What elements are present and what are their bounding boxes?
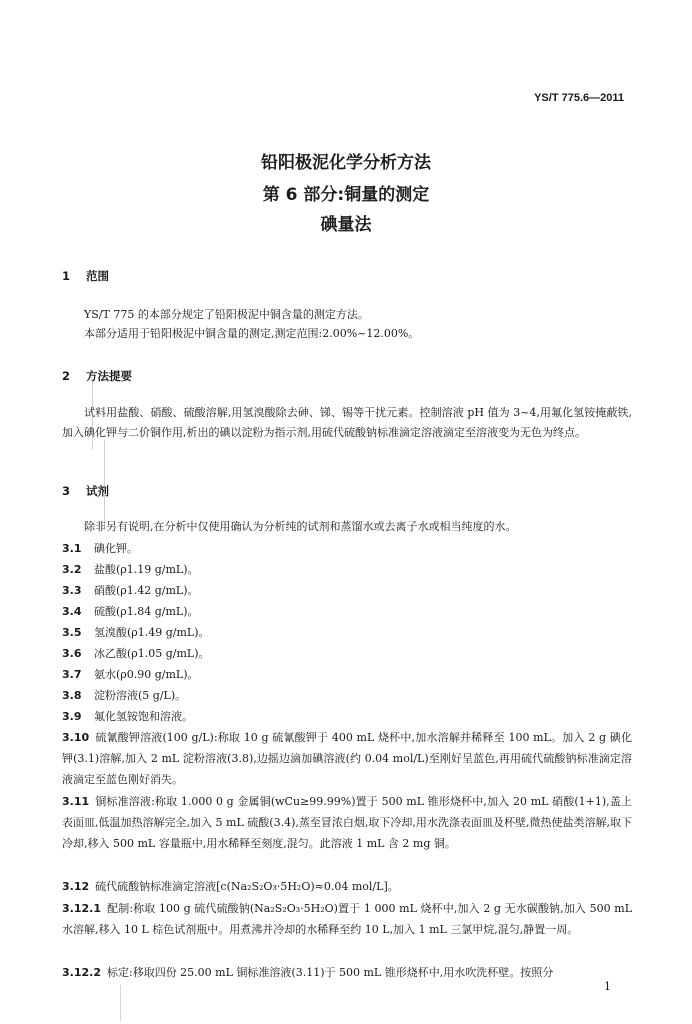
item-text: 冰乙酸(ρ1.05 g/mL)。 — [94, 647, 210, 660]
item-number: 3.11 — [62, 795, 90, 808]
section-3-paragraph: 除非另有说明,在分析中仅使用确认为分析纯的试剂和蒸馏水或去离子水或相当纯度的水。 — [84, 520, 517, 533]
item-text: 氢溴酸(ρ1.49 g/mL)。 — [94, 626, 210, 639]
section-1-paragraph-2: 本部分适用于铅阳极泥中铜含量的测定,测定范围:2.00%~12.00%。 — [84, 327, 420, 340]
item-text: 标定:移取四份 25.00 mL 铜标准溶液(3.11)于 500 mL 锥形烧杯中,用水吹洗杯壁。按照分 — [106, 966, 554, 979]
reagent-item-3-12-1 — [62, 898, 632, 940]
item-number: 3.9 — [62, 710, 82, 723]
reagent-item — [62, 603, 199, 619]
section-title: 方法提要 — [86, 369, 132, 383]
reagent-item — [62, 582, 199, 598]
reagent-item — [62, 645, 210, 661]
section-2-paragraph: 试料用盐酸、硝酸、硫酸溶解,用氢溴酸除去砷、锑、锡等干扰元素。控制溶液 pH 值为 3~4,用氟化氢铵掩蔽铁,加入碘化钾与二价铜作用,析出的碘以淀粉为指示剂,用硫代硫酸钠标准滴定溶液滴定至溶液变为无色为终点。 — [62, 406, 632, 439]
item-text: 淀粉溶液(5 g/L)。 — [94, 689, 187, 702]
section-1-heading — [62, 268, 109, 284]
item-number: 3.12 — [62, 880, 90, 893]
item-number: 3.5 — [62, 626, 82, 639]
reagent-item — [62, 687, 186, 703]
reagent-item — [62, 561, 199, 577]
item-number: 3.4 — [62, 605, 82, 618]
section-number: 2 — [62, 369, 71, 383]
reagent-item-3-12 — [62, 876, 632, 897]
item-text: 铜标准溶液:称取 1.000 0 g 金属铜(wCu≥99.99%)置于 500 mL 锥形烧杯中,加入 20 mL 硝酸(1+1),盖上表面皿,低温加热溶解完全,加入 5 mL 硫酸(3.4),蒸至冒浓白烟,取下冷却,用水洗涤表面皿及杯壁,微热使盐类溶解,取下冷却,移入 500 mL 容量瓶中,用水稀释至刻度,混匀。此溶液 1 mL 含 2 mg 铜。 — [62, 795, 632, 850]
item-text: 硫氰酸钾溶液(100 g/L):称取 10 g 硫氰酸钾于 400 mL 烧杯中,加水溶解并稀释至 100 mL。加入 2 g 碘化钾(3.1)溶解,加入 2 mL 淀粉溶液(3.8),边摇边滴加碘溶液(约 0.04 mol/L)至刚好呈蓝色,再用硫代硫酸钠标准滴定溶液滴定至蓝色刚好消失。 — [62, 731, 632, 786]
item-text: 硫酸(ρ1.84 g/mL)。 — [94, 605, 199, 618]
reagent-item-3-11 — [62, 791, 632, 854]
reagent-item-3-10 — [62, 727, 632, 790]
item-number: 3.6 — [62, 647, 82, 660]
reagent-item — [62, 624, 210, 640]
document-title-line3: 碘量法 — [320, 215, 372, 235]
item-number: 3.10 — [62, 731, 90, 744]
item-text: 碘化钾。 — [94, 542, 138, 555]
document-title-line1: 铅阳极泥化学分析方法 — [261, 153, 431, 173]
reagent-item-3-12-2 — [62, 962, 632, 983]
section-number: 3 — [62, 484, 71, 498]
scan-artifact-line — [104, 440, 105, 530]
section-3-heading — [62, 483, 109, 499]
scan-artifact-line — [120, 985, 121, 1021]
item-text: 盐酸(ρ1.19 g/mL)。 — [94, 563, 199, 576]
item-text: 配制:称取 100 g 硫代硫酸钠(Na₂S₂O₃·5H₂O)置于 1 000 mL 烧杯中,加入 2 g 无水碳酸钠,加入 500 mL 水溶解,移入 10 L 棕色试剂瓶中。用煮沸并冷却的水稀释至约 10 L,加入 1 mL 三氯甲烷,混匀,静置一周。 — [62, 902, 632, 936]
reagent-item — [62, 540, 138, 556]
section-title: 范围 — [86, 269, 109, 283]
reagent-item — [62, 708, 193, 724]
standard-number: YS/T 775.6—2011 — [534, 92, 624, 104]
reagent-item — [62, 666, 199, 682]
scan-artifact-line — [92, 380, 93, 450]
item-number: 3.12.2 — [62, 966, 101, 979]
section-2-heading — [62, 368, 132, 384]
section-1-paragraph-1: YS/T 775 的本部分规定了铅阳极泥中铜含量的测定方法。 — [84, 308, 369, 321]
item-number: 3.7 — [62, 668, 82, 681]
item-number: 3.2 — [62, 563, 82, 576]
item-number: 3.12.1 — [62, 902, 101, 915]
item-text: 氨水(ρ0.90 g/mL)。 — [94, 668, 199, 681]
item-text: 硝酸(ρ1.42 g/mL)。 — [94, 584, 199, 597]
section-number: 1 — [62, 269, 71, 283]
item-number: 3.8 — [62, 689, 82, 702]
item-text: 硫代硫酸钠标准滴定溶液[c(Na₂S₂O₃·5H₂O)≈0.04 mol/L]。 — [95, 880, 399, 893]
item-number: 3.1 — [62, 542, 82, 555]
item-text: 氟化氢铵饱和溶液。 — [94, 710, 193, 723]
page-number: 1 — [604, 980, 611, 993]
document-title-line2: 第 6 部分:铜量的测定 — [262, 185, 430, 205]
section-title: 试剂 — [86, 484, 109, 498]
item-number: 3.3 — [62, 584, 82, 597]
